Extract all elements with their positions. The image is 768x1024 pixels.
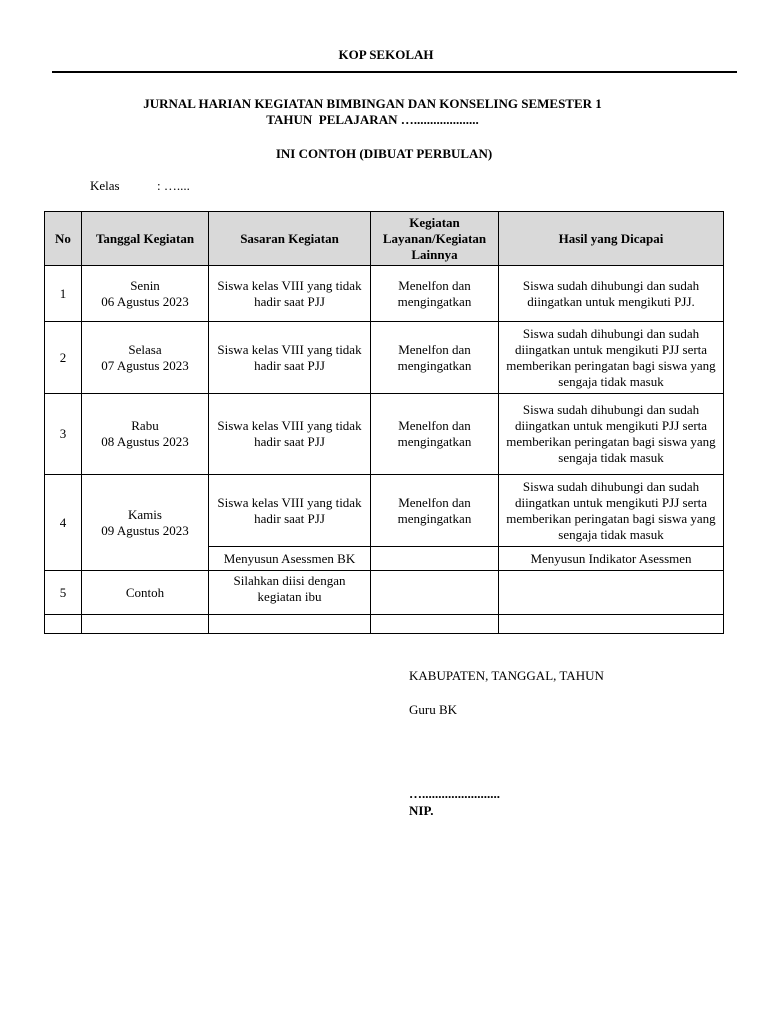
cell-tanggal: Contoh bbox=[82, 571, 209, 615]
cell-empty bbox=[499, 615, 724, 634]
cell-hasil: Siswa sudah dihubungi dan sudah diingatkan untuk mengikuti PJJ serta memberikan peringatan bagi siswa yang sengaja tidak masuk bbox=[499, 475, 724, 547]
cell-date: 08 Agustus 2023 bbox=[101, 434, 189, 449]
signature-name: …........................ bbox=[409, 786, 500, 801]
table-row bbox=[45, 322, 724, 394]
header-rule bbox=[52, 71, 737, 73]
table-header-row bbox=[45, 212, 724, 266]
cell-empty bbox=[209, 615, 371, 634]
cell-day: Rabu bbox=[131, 418, 159, 433]
signature-place-date: KABUPATEN, TANGGAL, TAHUN bbox=[409, 668, 604, 683]
example-note: INI CONTOH (DIBUAT PERBULAN) bbox=[275, 146, 493, 161]
document-title: JURNAL HARIAN KEGIATAN BIMBINGAN DAN KONSELING SEMESTER 1 bbox=[143, 96, 602, 111]
cell-sasaran: Siswa kelas VIII yang tidak hadir saat PJJ bbox=[209, 322, 371, 394]
cell-tanggal bbox=[82, 475, 209, 571]
table-row bbox=[45, 394, 724, 475]
cell-day: Senin bbox=[130, 277, 160, 293]
kelas-label: Kelas bbox=[90, 178, 120, 193]
table-row bbox=[45, 475, 724, 547]
cell-no: 3 bbox=[45, 394, 82, 475]
cell-kegiatan: Menelfon dan mengingatkan bbox=[371, 322, 499, 394]
cell-sasaran: Siswa kelas VIII yang tidak hadir saat PJJ bbox=[209, 475, 371, 547]
cell-sasaran: Menyusun Asessmen BK bbox=[209, 547, 371, 571]
table-row bbox=[45, 571, 724, 615]
cell-kegiatan: Menelfon dan mengingatkan bbox=[371, 475, 499, 547]
cell-no: 1 bbox=[45, 266, 82, 322]
cell-no: 2 bbox=[45, 322, 82, 394]
cell-kegiatan: Menelfon dan mengingatkan bbox=[371, 394, 499, 475]
signature-role: Guru BK bbox=[409, 702, 458, 717]
kelas-line bbox=[90, 178, 190, 194]
cell-no: 4 bbox=[45, 475, 82, 571]
header-no: No bbox=[45, 212, 82, 266]
cell-hasil bbox=[499, 571, 724, 615]
header-hasil: Hasil yang Dicapai bbox=[499, 212, 724, 266]
cell-tanggal bbox=[82, 322, 209, 394]
table-row-empty bbox=[45, 615, 724, 634]
table-row bbox=[45, 266, 724, 322]
cell-date: 07 Agustus 2023 bbox=[101, 357, 189, 373]
cell-tanggal bbox=[82, 394, 209, 475]
cell-empty bbox=[371, 615, 499, 634]
cell-sasaran: Silahkan diisi dengan kegiatan ibu bbox=[209, 571, 371, 615]
cell-hasil: Menyusun Indikator Asessmen bbox=[499, 547, 724, 571]
cell-no: 5 bbox=[45, 571, 82, 615]
kop-sekolah: KOP SEKOLAH bbox=[338, 47, 434, 62]
cell-kegiatan: Menelfon dan mengingatkan bbox=[371, 266, 499, 322]
header-sasaran: Sasaran Kegiatan bbox=[209, 212, 371, 266]
cell-hasil: Siswa sudah dihubungi dan sudah diingatkan untuk mengikuti PJJ. bbox=[499, 266, 724, 322]
cell-kegiatan bbox=[371, 547, 499, 571]
header-tanggal: Tanggal Kegiatan bbox=[82, 212, 209, 266]
cell-hasil: Siswa sudah dihubungi dan sudah diingatkan untuk mengikuti PJJ serta memberikan peringatan bagi siswa yang sengaja tidak masuk bbox=[499, 322, 724, 394]
journal-table bbox=[44, 211, 724, 634]
cell-empty bbox=[45, 615, 82, 634]
cell-hasil: Siswa sudah dihubungi dan sudah diingatkan untuk mengikuti PJJ serta memberikan peringatan bagi siswa yang sengaja tidak masuk bbox=[499, 394, 724, 475]
cell-tanggal bbox=[82, 266, 209, 322]
cell-date: 09 Agustus 2023 bbox=[101, 522, 189, 538]
cell-kegiatan bbox=[371, 571, 499, 615]
cell-day: Kamis bbox=[128, 506, 162, 522]
header-kegiatan: Kegiatan Layanan/Kegiatan Lainnya bbox=[371, 212, 499, 266]
cell-day: Selasa bbox=[128, 341, 162, 357]
signature-nip: NIP. bbox=[409, 803, 434, 818]
cell-sasaran: Siswa kelas VIII yang tidak hadir saat PJJ bbox=[209, 266, 371, 322]
academic-year: TAHUN PELAJARAN ….................... bbox=[266, 112, 479, 127]
kelas-value: : ….... bbox=[157, 178, 190, 193]
cell-date: 06 Agustus 2023 bbox=[101, 293, 189, 309]
cell-sasaran: Siswa kelas VIII yang tidak hadir saat PJJ bbox=[209, 394, 371, 475]
cell-empty bbox=[82, 615, 209, 634]
